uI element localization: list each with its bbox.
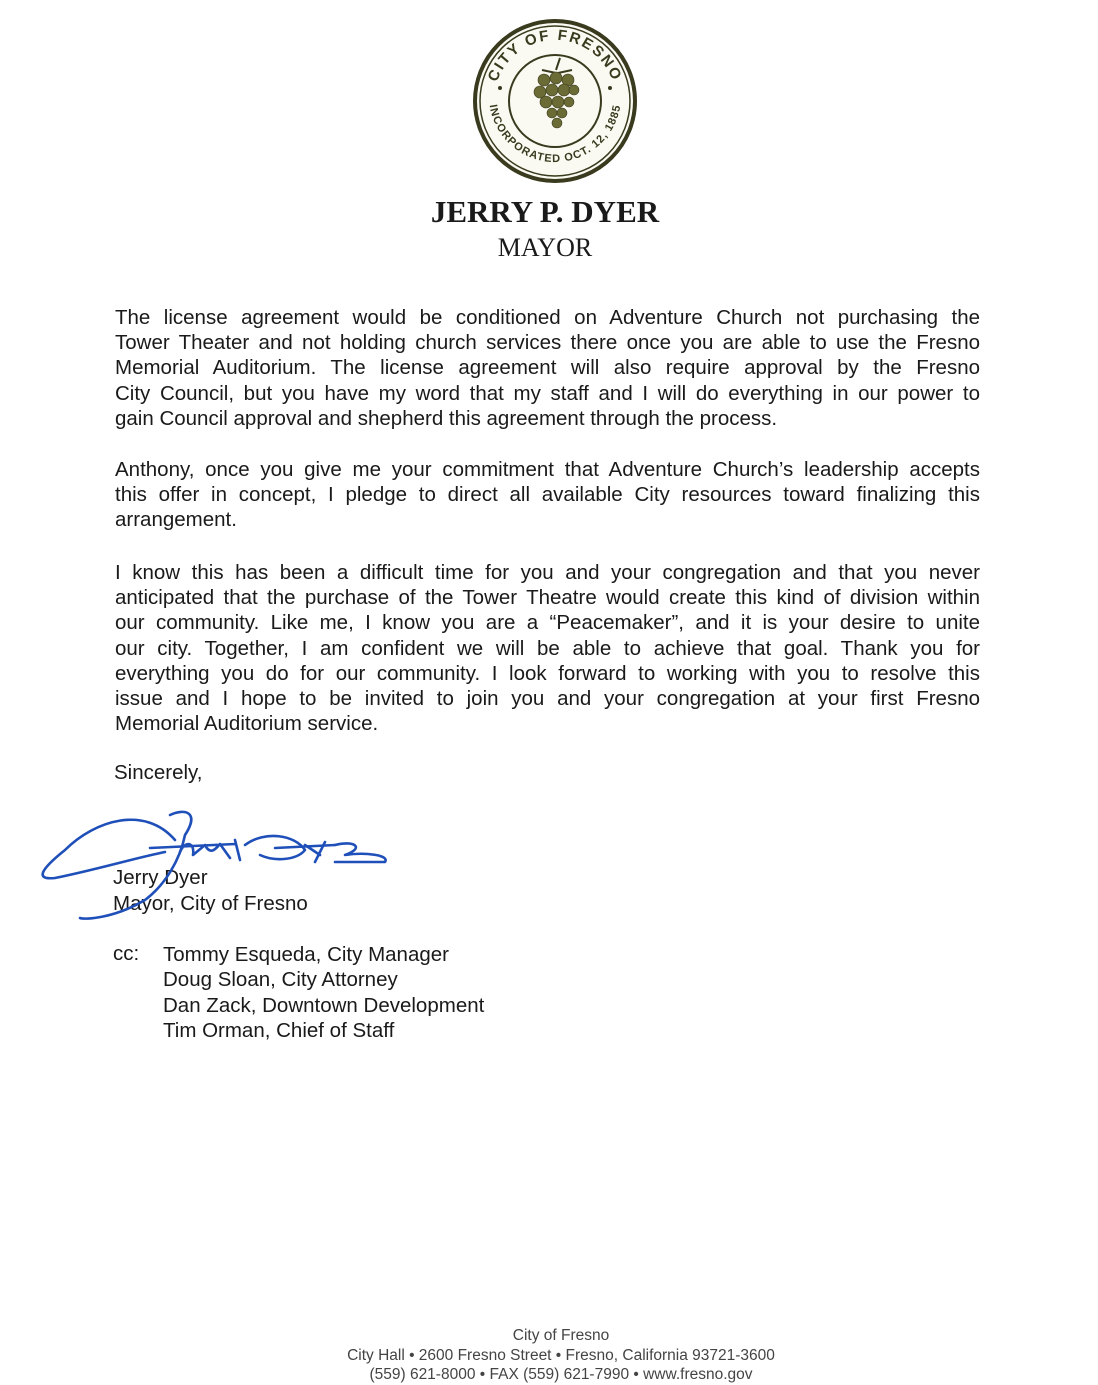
svg-text:CITY OF FRESNO: CITY OF FRESNO [484,26,626,84]
text-line: anticipated that the purchase of the Tower Theatre would create this kind of division within [115,586,980,610]
svg-text:INCORPORATED OCT. 12, 1885: INCORPORATED OCT. 12, 1885 [486,103,624,166]
city-seal-logo [472,18,638,184]
cc-recipient: Doug Sloan, City Attorney [163,968,398,992]
text-line: City Council, but you have my word that my staff and I will do everything in our power to [115,381,980,405]
text-line: Memorial Auditorium. The license agreement will also require approval by the Fresno [115,356,980,380]
text-line: gain Council approval and shepherd this agreement through the process. [115,406,778,430]
text-line: issue and I hope to be invited to join you and your congregation at your first Fresno [115,687,980,711]
text-line: The license agreement would be conditioned on Adventure Church not purchasing the [115,306,980,329]
cc-recipient: Tim Orman, Chief of Staff [163,1019,395,1043]
text-line: this offer in concept, I pledge to direct all available City resources toward finalizing this [115,483,980,507]
text-line: Anthony, once you give me your commitment that Adventure Church’s leadership accepts [115,458,980,481]
letterhead-footer [0,1326,1098,1385]
cc-list [163,942,484,1044]
footer-org: City of Fresno [512,1327,610,1344]
footer-address: City Hall • 2600 Fresno Street • Fresno, California 93721-3600 [347,1346,775,1364]
cc-recipient: Tommy Esqueda, City Manager [163,943,449,966]
signer-name: Jerry Dyer [113,866,208,889]
text-line: I know this has been a difficult time for you and your congregation and that you never [115,561,980,584]
cc-recipient: Dan Zack, Downtown Development [163,993,485,1017]
text-line: Tower Theater and not holding church services there once you are able to use the Fresno [115,331,980,355]
cc-label: cc: [113,942,140,965]
text-line: our community. Like me, I know you are a “Peacemaker”, and it is your desire to unite [115,611,980,635]
signer-title: Mayor, City of Fresno [113,891,308,915]
text-line: Memorial Auditorium service. [115,712,379,736]
body-paragraph [115,560,980,736]
text-line: our city. Together, I am confident we will be able to achieve that goal. Thank you for [115,636,980,660]
footer-contact: (559) 621-8000 • FAX (559) 621-7990 • www.fresno.gov [369,1366,753,1383]
mayor-name: JERRY P. DYER [430,194,660,229]
text-line: everything you do for our community. I look forward to working with you to resolve this [115,661,980,685]
handwritten-signature [35,800,395,925]
mayor-title: MAYOR [497,233,593,262]
closing: Sincerely, [114,761,203,784]
body-paragraph [115,305,980,431]
text-line: arrangement. [115,508,237,532]
body-paragraph [115,457,980,533]
